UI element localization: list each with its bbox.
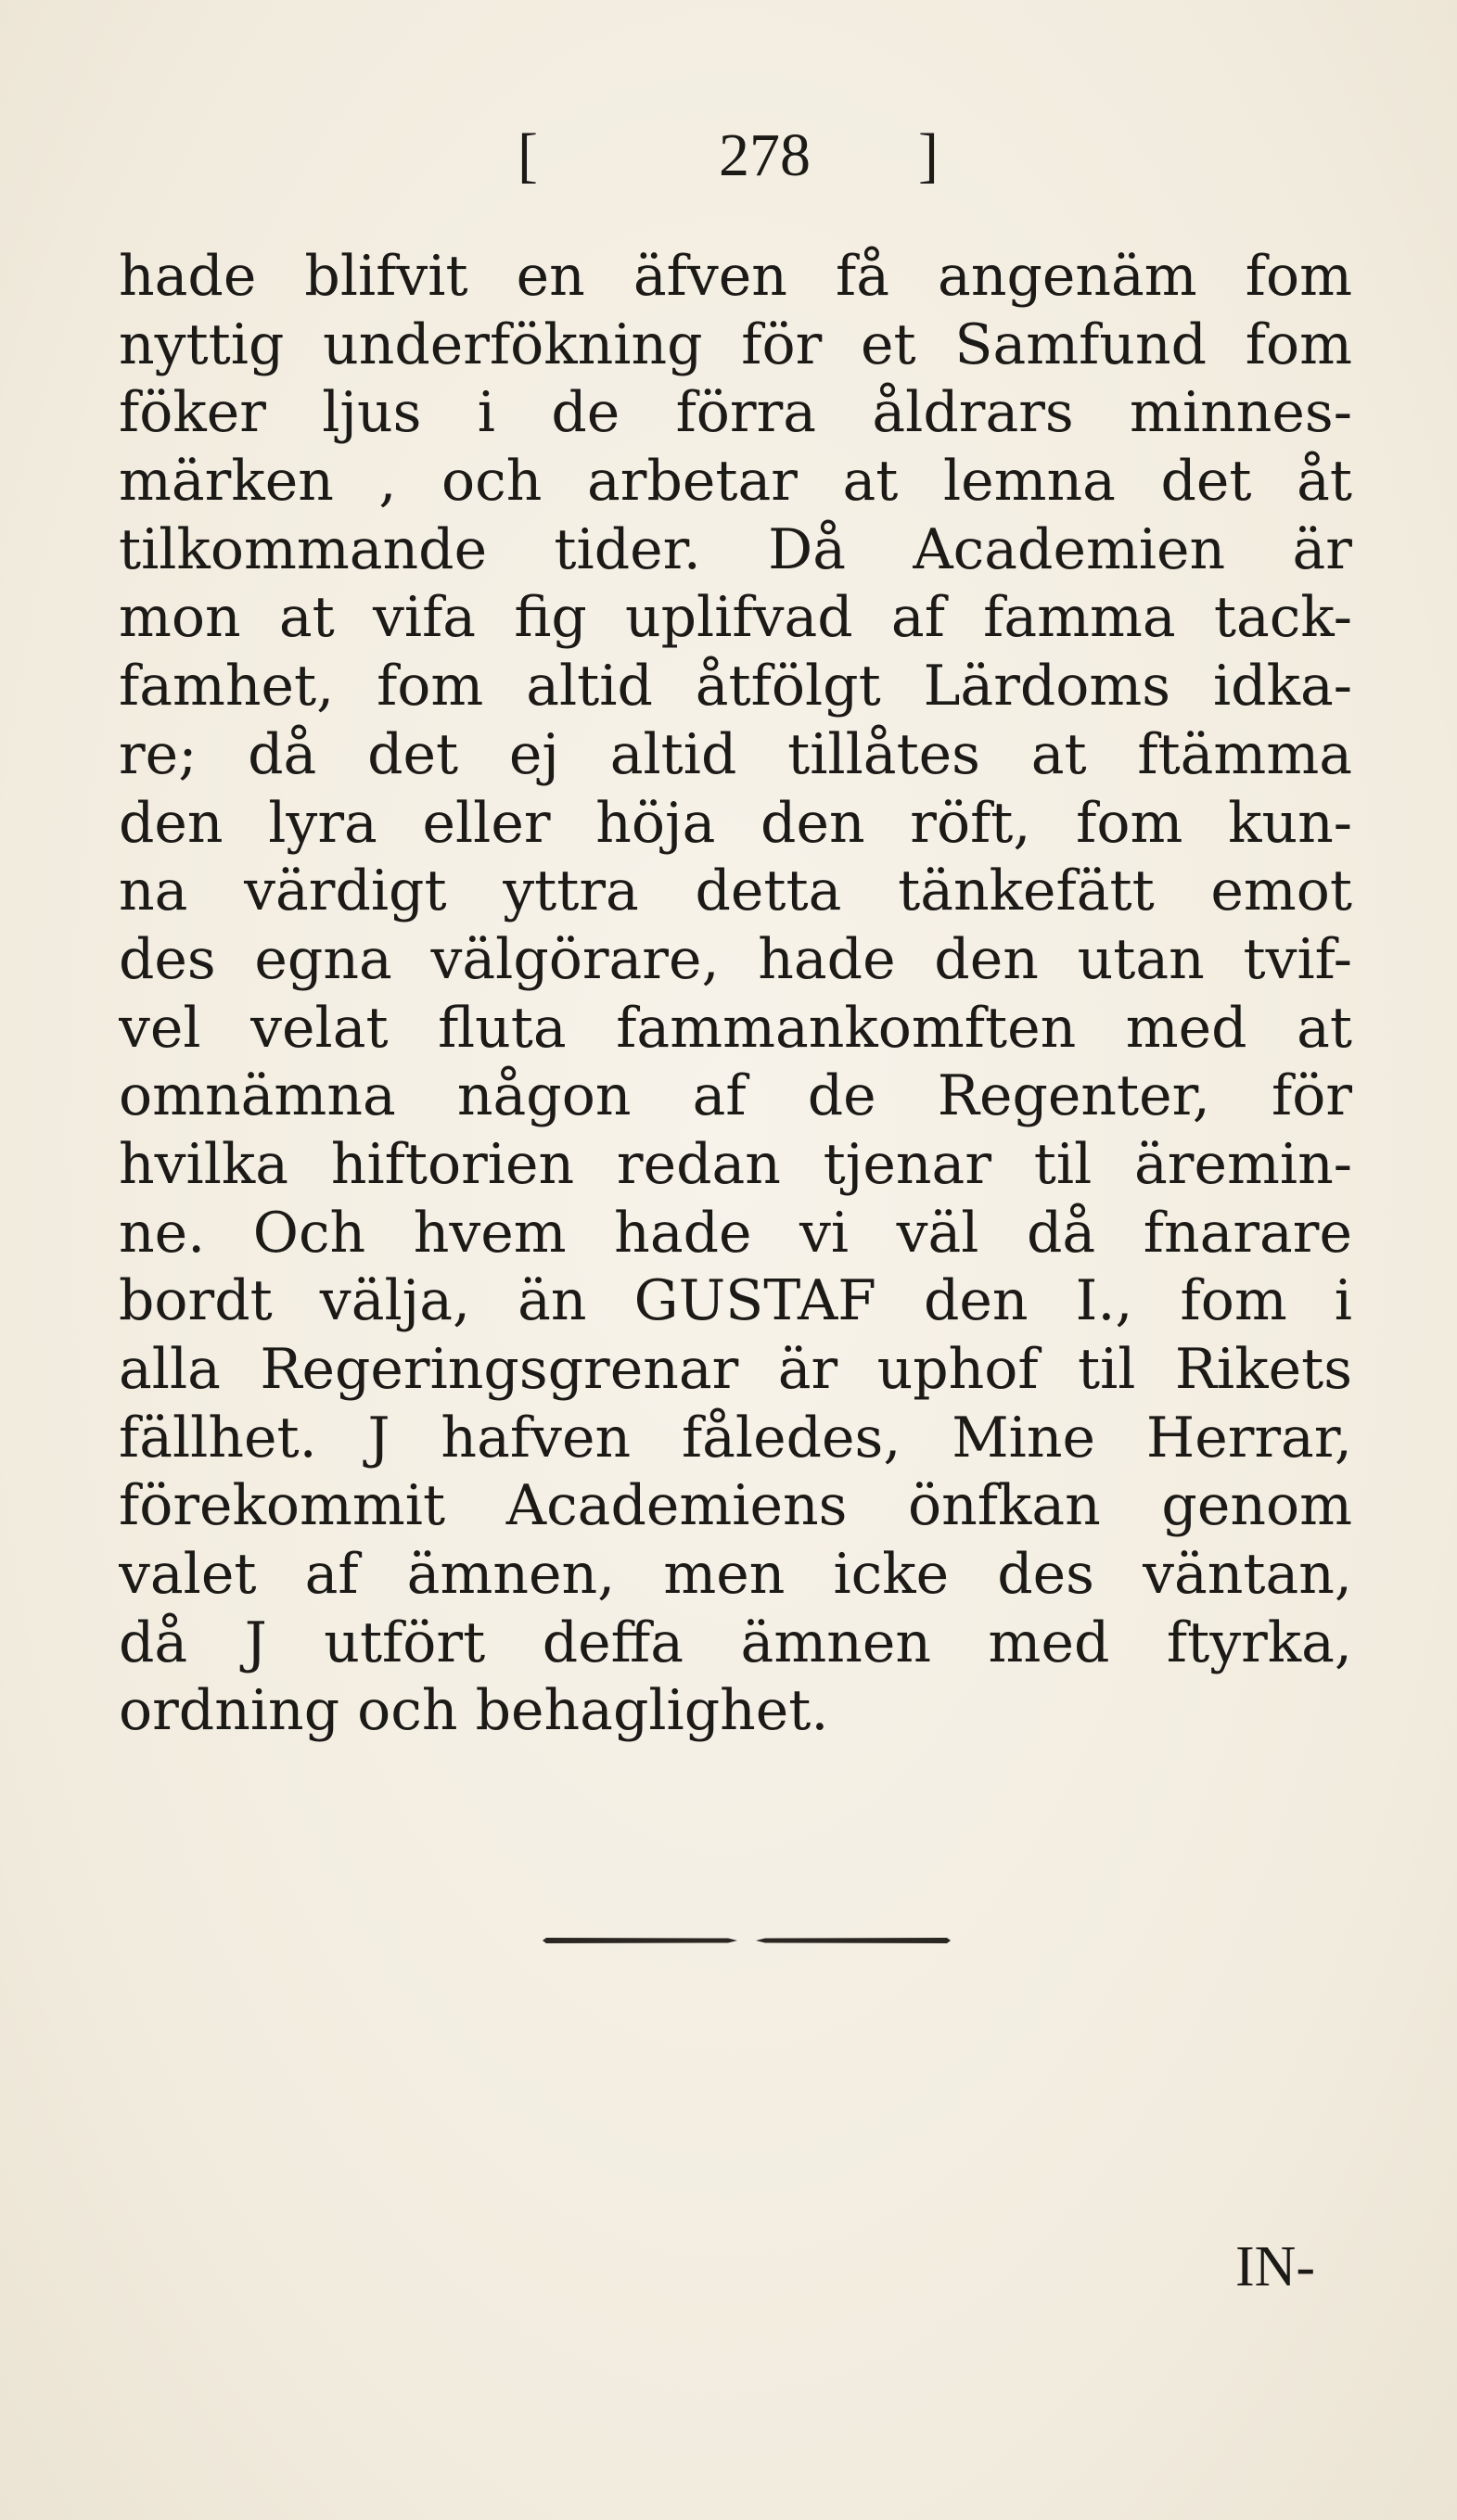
text-line: märken , och arbetar at lemna det åt: [119, 449, 1352, 515]
header-bracket-right: ]: [918, 121, 939, 189]
text-line: mon at vifa fig uplifvad af famma tack-: [119, 585, 1352, 651]
text-line: vel velat fluta fammankomften med at: [119, 995, 1352, 1061]
text-line: hvilka hiftorien redan tjenar til äremin-: [119, 1131, 1352, 1197]
text-line: då J utfört deffa ämnen med ftyrka,: [119, 1610, 1352, 1675]
text-line: ordning och behaglighet.: [119, 1678, 829, 1744]
text-line: fällhet. J hafven fåledes, Mine Herrar,: [119, 1405, 1352, 1470]
text-line: förekommit Academiens önfkan genom: [119, 1473, 1352, 1539]
page-number: 278: [719, 121, 811, 189]
text-line: alla Regeringsgrenar är uphof til Rikets: [119, 1337, 1352, 1402]
text-line: famhet, fom altid åtfölgt Lärdoms idka-: [119, 654, 1352, 719]
ornament-rule: [543, 1936, 951, 1945]
text-line: na värdigt yttra detta tänkefätt emot: [119, 859, 1352, 924]
text-line: des egna välgörare, hade den utan tvif-: [119, 926, 1352, 992]
text-line: hade blifvit en äfven få angenäm fom: [119, 244, 1352, 309]
header-bracket-left: [: [518, 121, 538, 189]
text-line: tilkommande tider. Då Academien är: [119, 516, 1352, 582]
text-line: ne. Och hvem hade vi väl då fnarare: [119, 1200, 1352, 1266]
text-line: omnämna någon af de Regenter, för: [119, 1063, 1352, 1129]
text-line: föker ljus i de förra åldrars minnes-: [119, 380, 1352, 446]
page-header: [0, 111, 1457, 204]
text-line: valet af ämnen, men icke des väntan,: [119, 1542, 1352, 1608]
catchword: IN-: [1235, 2235, 1316, 2298]
text-line: den lyra eller höja den röft, fom kun-: [119, 790, 1352, 856]
text-line: bordt välja, än GUSTAF den I., fom i: [119, 1268, 1352, 1334]
text-line: re; då det ej altid tillåtes at ftämma: [119, 721, 1352, 787]
text-line: nyttig underfökning för et Samfund fom: [119, 312, 1352, 377]
body-text: [119, 243, 1352, 1746]
